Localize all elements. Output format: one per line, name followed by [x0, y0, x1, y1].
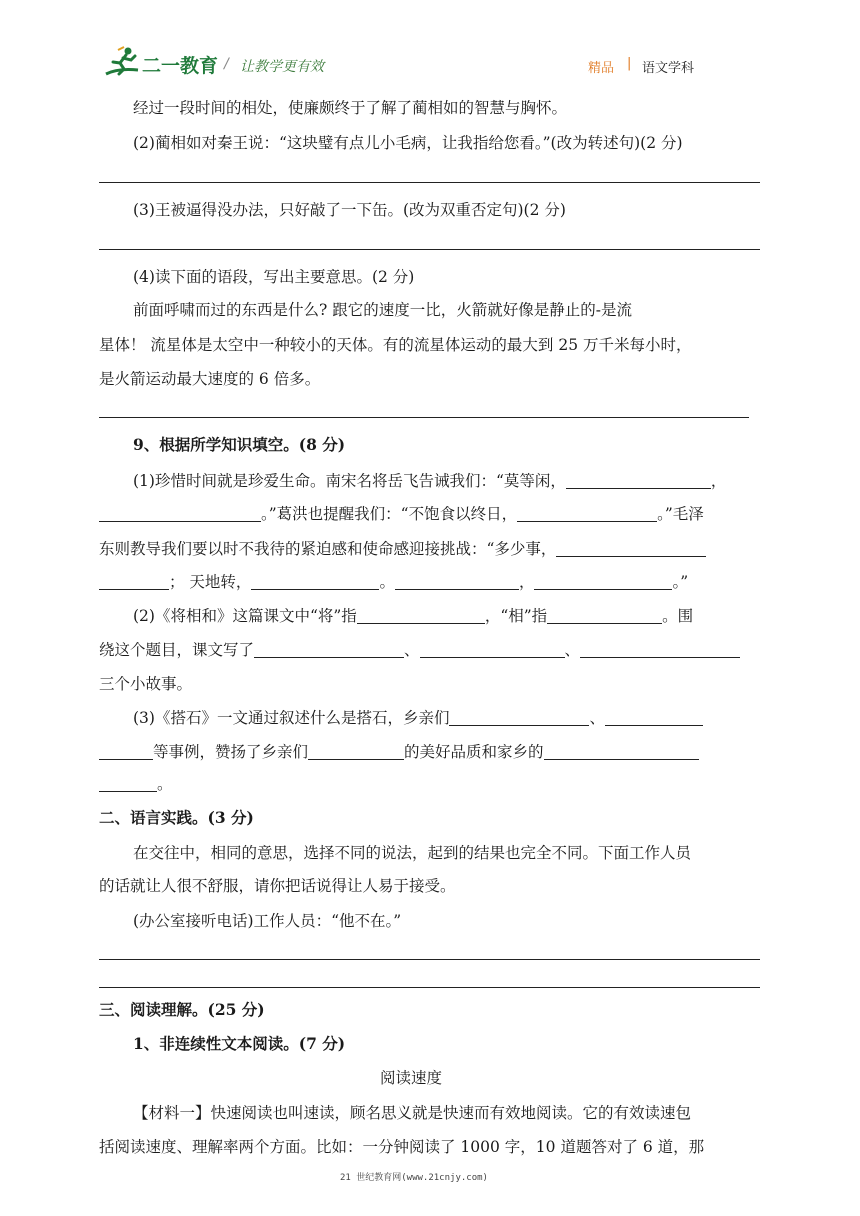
fill-text: ， — [710, 472, 727, 490]
sentence-line: 经过一段时间的相处，使廉颇终于了解了蔺相如的智慧与胸怀。 — [133, 99, 568, 117]
header-separator: | — [627, 56, 632, 71]
fill-text: 、 — [404, 641, 420, 659]
fill-text: ； 天地转， — [169, 573, 252, 591]
section-3-subtitle: 1、非连续性文本阅读。(7 分) — [133, 1034, 346, 1053]
logo-text: 二一教育 — [142, 55, 219, 77]
fill-text: (3)《搭石》一文通过叙述什么是搭石，乡亲们 — [133, 709, 450, 727]
fill-text: 。 — [157, 775, 173, 793]
header-subject: 语文学科 — [642, 61, 695, 76]
fill-line — [99, 572, 688, 592]
question-3: (3)王被逼得没办法，只好敲了一下缶。(改为双重否定句)(2 分) — [133, 201, 566, 219]
fill-text: 。”葛洪也提醒我们：“不饱食以终日， — [261, 505, 518, 523]
fill-text: 、 — [564, 641, 581, 659]
fill-text: 。围 — [662, 607, 694, 625]
blank[interactable] — [547, 606, 662, 624]
blank[interactable] — [357, 606, 485, 624]
fill-text: 绕这个题目，课文写了 — [99, 641, 255, 659]
section-2-paragraph: 的话就让人很不舒服，请你把话说得让人易于接受。 — [99, 877, 456, 895]
fill-text: 三个小故事。 — [99, 675, 193, 693]
answer-line — [99, 182, 760, 183]
blank[interactable] — [605, 708, 703, 726]
section-2-prompt: (办公室接听电话)工作人员：“他不在。” — [133, 912, 402, 930]
material-paragraph: 【材料一】快速阅读也叫速读，顾名思义就是快速而有效地阅读。它的有效读速包 — [133, 1104, 692, 1122]
answer-line — [99, 959, 760, 960]
blank[interactable] — [517, 504, 657, 522]
fill-line — [133, 606, 693, 626]
header-quality: 精品 — [588, 61, 615, 76]
fill-text: 等事例，赞扬了乡亲们 — [153, 743, 309, 761]
header-slash: / — [224, 56, 229, 72]
question-2: (2)蔺相如对秦王说：“这块璧有点儿小毛病，让我指给您看。”(改为转述句)(2 分) — [133, 134, 683, 152]
section-3-title: 三、阅读理解。(25 分) — [99, 1000, 265, 1019]
fill-text: 的美好品质和家乡的 — [404, 743, 544, 761]
blank[interactable] — [566, 471, 711, 489]
fill-line — [99, 504, 704, 524]
fill-text: ， — [518, 573, 535, 591]
section-2-title: 二、语言实践。(3 分) — [99, 808, 254, 827]
blank[interactable] — [556, 539, 706, 557]
blank[interactable] — [395, 572, 519, 590]
section-2-paragraph: 在交往中，相同的意思，选择不同的说法，起到的结果也完全不同。下面工作人员 — [133, 844, 692, 862]
material-paragraph: 括阅读速度、理解率两个方面。比如：一分钟阅读了 1000 字，10 道题答对了 6 道，那 — [99, 1138, 705, 1156]
question-4: (4)读下面的语段，写出主要意思。(2 分) — [133, 268, 415, 286]
passage-line: 是火箭运动最大速度的 6 倍多。 — [99, 370, 321, 388]
fill-line — [99, 742, 699, 762]
runner-logo-icon — [104, 46, 140, 78]
blank[interactable] — [544, 742, 699, 760]
passage-line: 星体！ 流星体是太空中一种较小的天体。有的流星体运动的最大到 25 万千米每小时， — [99, 336, 692, 354]
fill-line — [133, 471, 726, 491]
fill-line — [133, 708, 703, 728]
fill-text: 、 — [589, 709, 605, 727]
blank[interactable] — [99, 742, 153, 760]
blank[interactable] — [449, 708, 589, 726]
answer-line — [99, 249, 760, 250]
answer-line — [99, 987, 760, 988]
passage-line: 前面呼啸而过的东西是什么? 跟它的速度一比，火箭就好像是静止的-是流 — [133, 301, 632, 319]
fill-line — [99, 539, 706, 559]
fill-text: 。 — [379, 573, 395, 591]
fill-text: (1)珍惜时间就是珍爱生命。南宋名将岳飞告诫我们：“莫等闲， — [133, 472, 566, 490]
blank[interactable] — [251, 572, 379, 590]
blank[interactable] — [308, 742, 404, 760]
fill-line — [99, 774, 173, 794]
blank[interactable] — [580, 640, 740, 658]
fill-text: 。”毛泽 — [657, 505, 704, 523]
section-9-title: 9、根据所学知识填空。(8 分) — [133, 435, 346, 454]
fill-text: 。” — [672, 573, 689, 591]
blank[interactable] — [534, 572, 672, 590]
page-footer: 21 世纪教育网(www.21cnjy.com) — [340, 1173, 488, 1183]
blank[interactable] — [99, 504, 261, 522]
answer-line — [99, 417, 749, 418]
article-title: 阅读速度 — [380, 1069, 443, 1087]
blank[interactable] — [420, 640, 565, 658]
fill-text: 东则教导我们要以时不我待的紧迫感和使命感迎接挑战：“多少事， — [99, 540, 557, 558]
fill-text: (2)《将相和》这篇课文中“将”指 — [133, 607, 357, 625]
fill-text: ，“相”指 — [484, 607, 548, 625]
header-slogan: 让教学更有效 — [240, 59, 324, 75]
blank[interactable] — [99, 774, 157, 792]
fill-line — [99, 640, 740, 660]
blank[interactable] — [254, 640, 404, 658]
blank[interactable] — [99, 572, 169, 590]
